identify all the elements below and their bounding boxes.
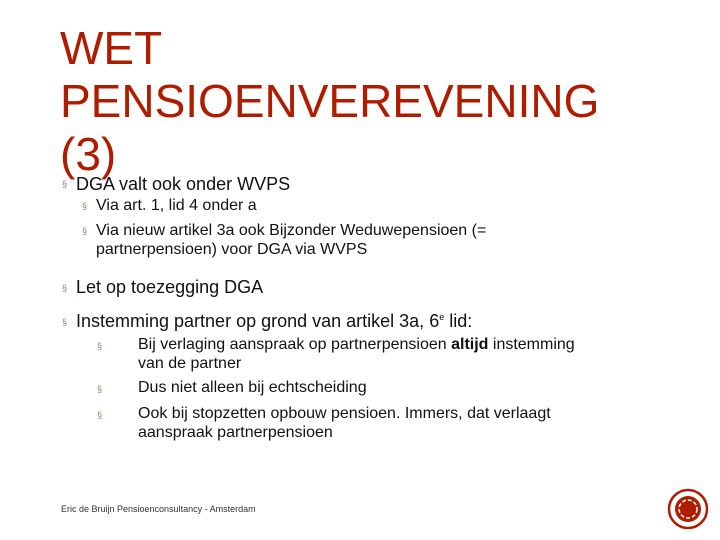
bullet-icon: § [82,201,88,211]
bullet-item-8-line-1: Ook bij stopzetten opbouw pensioen. Immers, dat verlaagt [138,405,551,422]
slide-title [60,22,700,181]
bullet-item-1: DGA valt ook onder WVPS [76,174,291,194]
bullet-item-4: Let op toezegging DGA [76,277,264,297]
bullet-item-8-line-2: aanspraak partnerpensioen [138,424,333,441]
bullet-icon: § [62,317,68,327]
bullet-icon: § [97,384,103,394]
bullet-item-5-superscript: e [439,312,445,322]
bullet-item-5 [76,310,472,332]
bullet-item-3-line-1: Via nieuw artikel 3a ook Bijzonder Weduwepensioen (= [96,222,487,239]
bullet-item-6-text: Bij verlaging aanspraak op partnerpensioen [138,336,452,353]
bullet-item-3 [96,221,486,259]
title-line-1: WET [60,22,163,74]
bullet-item-6-line-2: van de partner [138,355,242,372]
bullet-icon: § [97,341,103,351]
bullet-item-8 [138,404,551,442]
bullet-item-5-text: Instemming partner op grond van artikel 3a, 6 [76,311,440,331]
bullet-icon: § [82,226,88,236]
bullet-item-6-bold: altijd [451,336,489,353]
title-line-2: PENSIOENVEREVENING [60,75,600,127]
bullet-item-5-text-end: lid: [444,311,473,331]
title-line-3: (3) [60,128,117,180]
bullet-item-2: Via art. 1, lid 4 onder a [96,197,257,214]
bullet-icon: § [97,410,103,420]
bullet-item-6 [138,335,575,373]
bullet-item-6-text-end: instemming [488,336,575,353]
circle-logo-icon [667,488,709,530]
bullet-item-7: Dus niet alleen bij echtscheiding [138,379,367,396]
bullet-icon: § [62,179,68,189]
bullet-icon: § [62,283,68,293]
bullet-item-3-line-2: partnerpensioen) voor DGA via WVPS [96,241,368,258]
footer-text: Eric de Bruijn Pensioenconsultancy - Amsterdam [61,504,256,514]
